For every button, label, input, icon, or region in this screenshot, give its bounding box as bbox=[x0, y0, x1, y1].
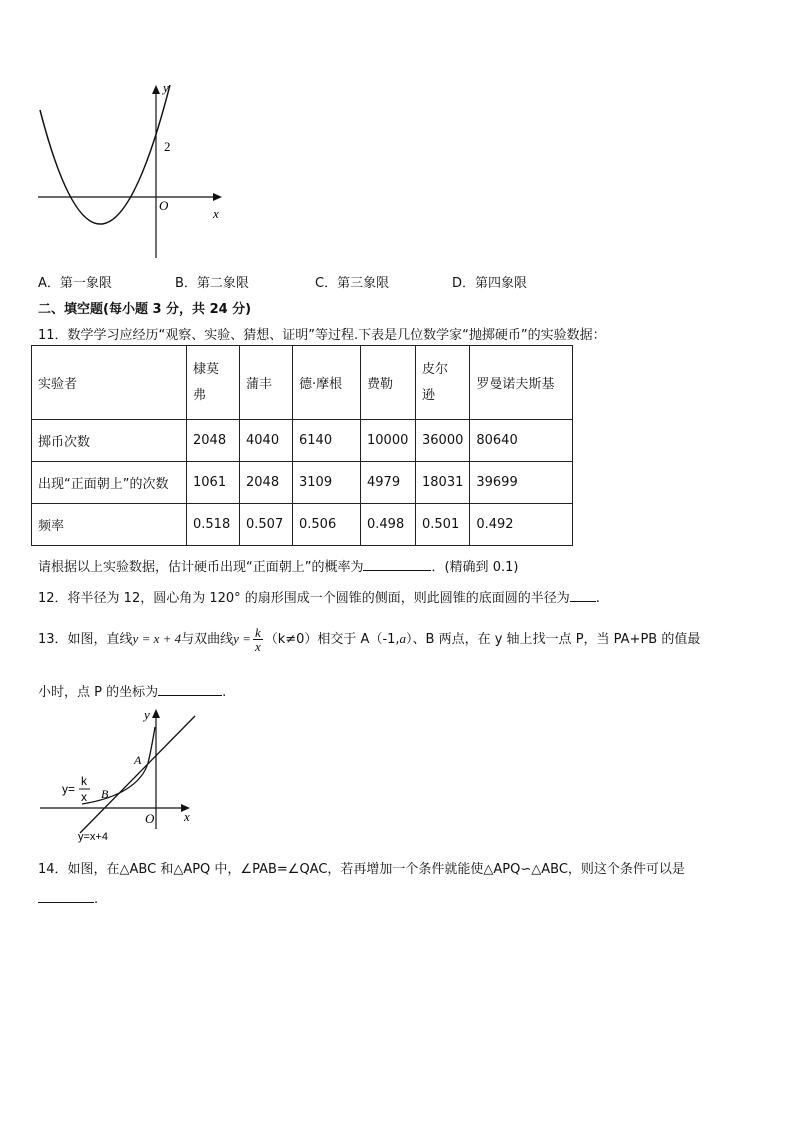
x-axis-label: x bbox=[184, 809, 190, 824]
q13-answer-blank[interactable] bbox=[158, 683, 222, 696]
q13-point-a: （k≠0）相交于 A（-1, bbox=[264, 632, 400, 647]
x-axis-label: x bbox=[213, 206, 219, 221]
table-cell: 3109 bbox=[293, 462, 361, 504]
table-header-row bbox=[32, 346, 573, 420]
table-cell: 4979 bbox=[361, 462, 416, 504]
header-cell: 棣莫 弗 bbox=[187, 346, 240, 420]
table-cell: 0.501 bbox=[416, 504, 470, 546]
q13-prompt: 小时，点 P 的坐标为 bbox=[38, 685, 159, 700]
q11-prompt: 请根据以上实验数据，估计硬币出现“正面朝上”的概率为 bbox=[38, 560, 364, 575]
table-cell: 0.498 bbox=[361, 504, 416, 546]
table-cell: 出现“正面朝上”的次数 bbox=[32, 462, 187, 504]
q11-answer-line bbox=[38, 556, 518, 575]
header-cell: 罗曼诺夫斯基 bbox=[470, 346, 573, 420]
table-cell: 0.492 bbox=[470, 504, 573, 546]
hyperbola-label: y= bbox=[62, 782, 76, 796]
hyperbola-label-den: x bbox=[81, 790, 87, 804]
q14-end: . bbox=[94, 892, 99, 907]
hyperbola-label-num: k bbox=[81, 774, 87, 788]
q12-answer-blank[interactable] bbox=[570, 589, 596, 602]
table-cell: 10000 bbox=[361, 420, 416, 462]
table-cell: 36000 bbox=[416, 420, 470, 462]
table-cell: 0.507 bbox=[240, 504, 293, 546]
q13-lead: 13．如图，直线 bbox=[38, 632, 133, 647]
line-equation: y = x + 4 bbox=[132, 631, 182, 646]
section-title: 二、填空题(每小题 3 分，共 24 分) bbox=[38, 302, 252, 317]
q14-answer-blank[interactable] bbox=[38, 890, 94, 903]
table-cell: 6140 bbox=[293, 420, 361, 462]
origin-label: O bbox=[145, 811, 155, 826]
table-cell: 80640 bbox=[470, 420, 573, 462]
table-row bbox=[32, 462, 573, 504]
option-b: B．第二象限 bbox=[175, 276, 249, 291]
table-row bbox=[32, 420, 573, 462]
header-cell: 蒲丰 bbox=[240, 346, 293, 420]
q11-answer-blank[interactable] bbox=[363, 558, 431, 571]
table-cell: 掷币次数 bbox=[32, 420, 187, 462]
option-a: A．第一象限 bbox=[38, 276, 112, 291]
table-cell: 2048 bbox=[240, 462, 293, 504]
table-cell: 频率 bbox=[32, 504, 187, 546]
option-c: C．第三象限 bbox=[315, 276, 390, 291]
table-cell: 0.506 bbox=[293, 504, 361, 546]
header-cell: 实验者 bbox=[32, 346, 187, 420]
table-cell: 4040 bbox=[240, 420, 293, 462]
experiment-table bbox=[31, 345, 573, 546]
q14-answer-line bbox=[38, 890, 98, 907]
hyperbola-fraction: $\frac{k}{x}$ bbox=[254, 625, 261, 654]
y-intercept-label: 2 bbox=[164, 139, 171, 154]
table-cell: 1061 bbox=[187, 462, 240, 504]
option-d: D．第四象限 bbox=[452, 276, 528, 291]
point-b-label: B bbox=[101, 787, 109, 801]
q12-text: 12．将半径为 12，圆心角为 120° 的扇形围成一个圆锥的侧面，则此圆锥的底面圆的半径为 bbox=[38, 591, 570, 606]
line-label: y=x+4 bbox=[78, 831, 108, 843]
q13-line1 bbox=[38, 624, 700, 655]
y-axis-label: y bbox=[163, 80, 169, 95]
header-cell: 费勒 bbox=[361, 346, 416, 420]
y-axis-label: y bbox=[144, 707, 150, 722]
table-row bbox=[32, 504, 573, 546]
q14-question: 14．如图，在△ABC 和△APQ 中，∠PAB=∠QAC，若再增加一个条件就能使△APQ∽△ABC，则这个条件可以是 bbox=[38, 862, 685, 877]
origin-label: O bbox=[159, 198, 169, 213]
header-cell: 皮尔 逊 bbox=[416, 346, 470, 420]
q13-tail: ）、B 两点，在 y 轴上找一点 P，当 PA+PB 的值最 bbox=[406, 632, 701, 647]
q12-text-line bbox=[38, 587, 600, 606]
hyperbola-lhs: y = bbox=[233, 631, 251, 646]
table-cell: 39699 bbox=[470, 462, 573, 504]
q12-end: . bbox=[595, 591, 600, 606]
q13-end: . bbox=[222, 685, 227, 700]
q11-precision-note: ．(精确到 0.1) bbox=[431, 560, 519, 575]
var-a: a bbox=[399, 631, 407, 646]
q14-text bbox=[38, 858, 685, 877]
q13-mid: 与双曲线 bbox=[181, 632, 234, 647]
q10-options bbox=[38, 272, 598, 291]
header-cell: 德·摩根 bbox=[293, 346, 361, 420]
point-a-label: A bbox=[134, 753, 142, 767]
q11-text: 11．数学学习应经历“观察、实验、猜想、证明”等过程.下表是几位数学家“抛掷硬币”的实验数据： bbox=[38, 328, 606, 343]
table-cell: 18031 bbox=[416, 462, 470, 504]
table-cell: 0.518 bbox=[187, 504, 240, 546]
table-cell: 2048 bbox=[187, 420, 240, 462]
line-hyperbola-graph bbox=[40, 703, 200, 843]
parabola-graph bbox=[30, 80, 230, 265]
q13-line2 bbox=[38, 681, 226, 700]
